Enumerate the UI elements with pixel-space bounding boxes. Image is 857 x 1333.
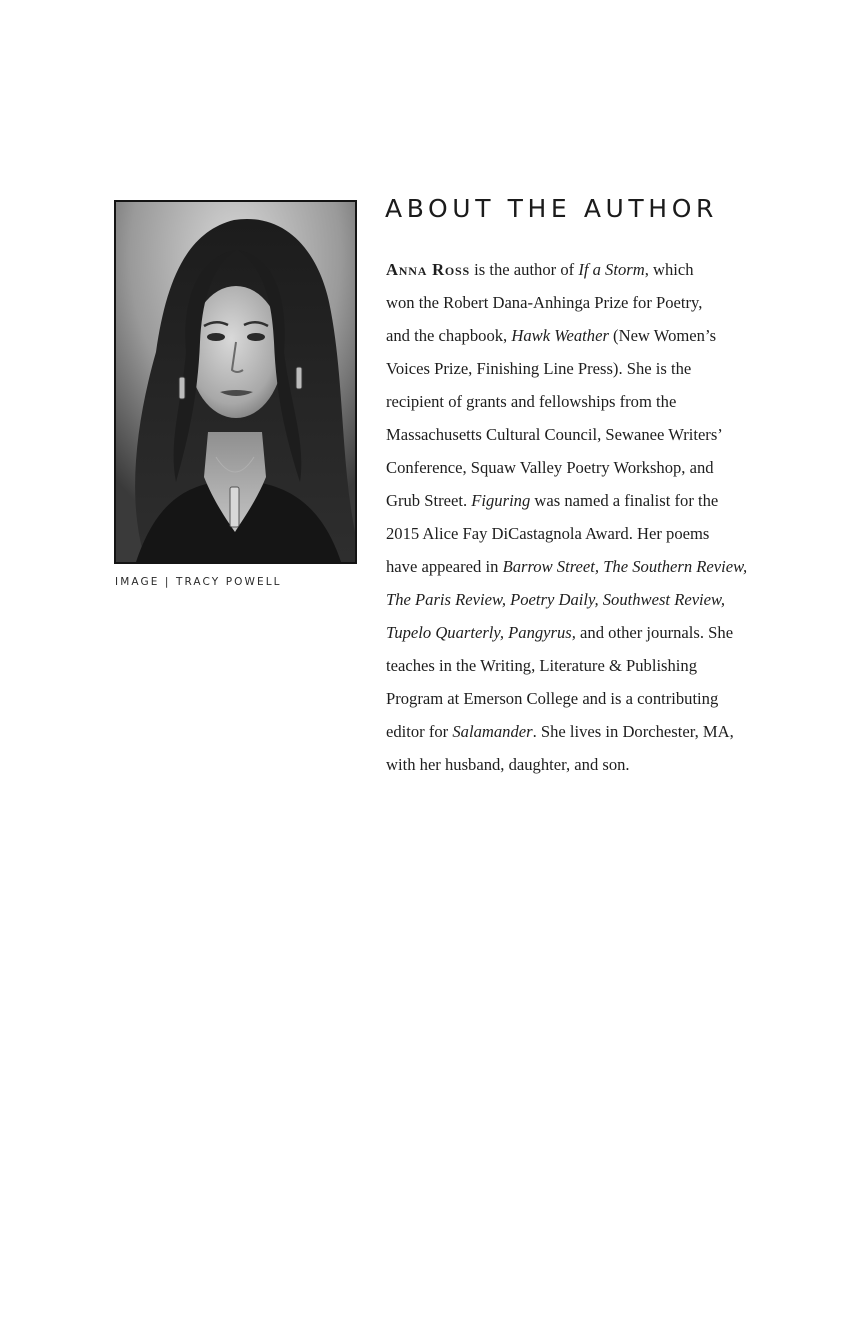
bio-line — [386, 451, 766, 484]
bio-text: have appeared in — [386, 557, 503, 576]
bio-text: with her husband, daughter, and son. — [386, 755, 630, 774]
bio-text: Program at Emerson College and is a contributing — [386, 689, 719, 708]
bio-text: 2015 Alice Fay DiCastagnola Award. Her poems — [386, 524, 710, 543]
bio-line — [386, 715, 766, 748]
bio-line — [386, 616, 766, 649]
bio-text: (New Women’s — [608, 326, 717, 345]
page-heading: ABOUT THE AUTHOR — [385, 194, 718, 223]
bio-line — [386, 649, 766, 682]
bio-text: Voices Prize, Finishing Line Press). She is the — [386, 359, 692, 378]
bio-line — [386, 682, 766, 715]
bio-line — [386, 418, 766, 451]
bio-title-reference: Salamander — [452, 722, 533, 741]
bio-line — [386, 253, 766, 286]
bio-text: teaches in the Writing, Literature & Publishing — [386, 656, 698, 675]
bio-line — [386, 517, 766, 550]
bio-text: was named a finalist for the — [530, 491, 719, 510]
bio-text: won the Robert Dana-Anhinga Prize for Poetry, — [386, 293, 703, 312]
author-portrait-image — [116, 202, 355, 562]
bio-line — [386, 748, 766, 781]
bio-text: . She lives in Dorchester, MA, — [532, 722, 734, 741]
bio-line — [386, 583, 766, 616]
bio-text: Massachusetts Cultural Council, Sewanee Writers’ — [386, 425, 723, 444]
bio-text: Conference, Squaw Valley Poetry Workshop, and — [386, 458, 714, 477]
bio-text: , which — [644, 260, 694, 279]
bio-line — [386, 484, 766, 517]
bio-line — [386, 385, 766, 418]
bio-author-name: Anna Ross — [386, 260, 470, 279]
bio-line — [386, 550, 766, 583]
bio-text: Grub Street. — [386, 491, 472, 510]
bio-title-reference: Barrow Street, The Southern Review, — [502, 557, 748, 576]
bio-text: and other journals. She — [575, 623, 734, 642]
bio-title-reference: If a Storm — [578, 260, 645, 279]
bio-title-reference: Tupelo Quarterly, Pangyrus, — [386, 623, 576, 642]
bio-line — [386, 319, 766, 352]
author-biography — [386, 253, 766, 781]
photo-credit-caption: IMAGE | TRACY POWELL — [115, 576, 282, 588]
bio-text: is the author of — [470, 260, 579, 279]
bio-line — [386, 286, 766, 319]
bio-text: editor for — [386, 722, 453, 741]
bio-text: recipient of grants and fellowships from the — [386, 392, 677, 411]
author-photo — [114, 200, 357, 564]
bio-title-reference: Hawk Weather — [511, 326, 609, 345]
bio-text: and the chapbook, — [386, 326, 512, 345]
bio-title-reference: The Paris Review, Poetry Daily, Southwest Review, — [386, 590, 726, 609]
bio-title-reference: Figuring — [471, 491, 531, 510]
bio-line — [386, 352, 766, 385]
